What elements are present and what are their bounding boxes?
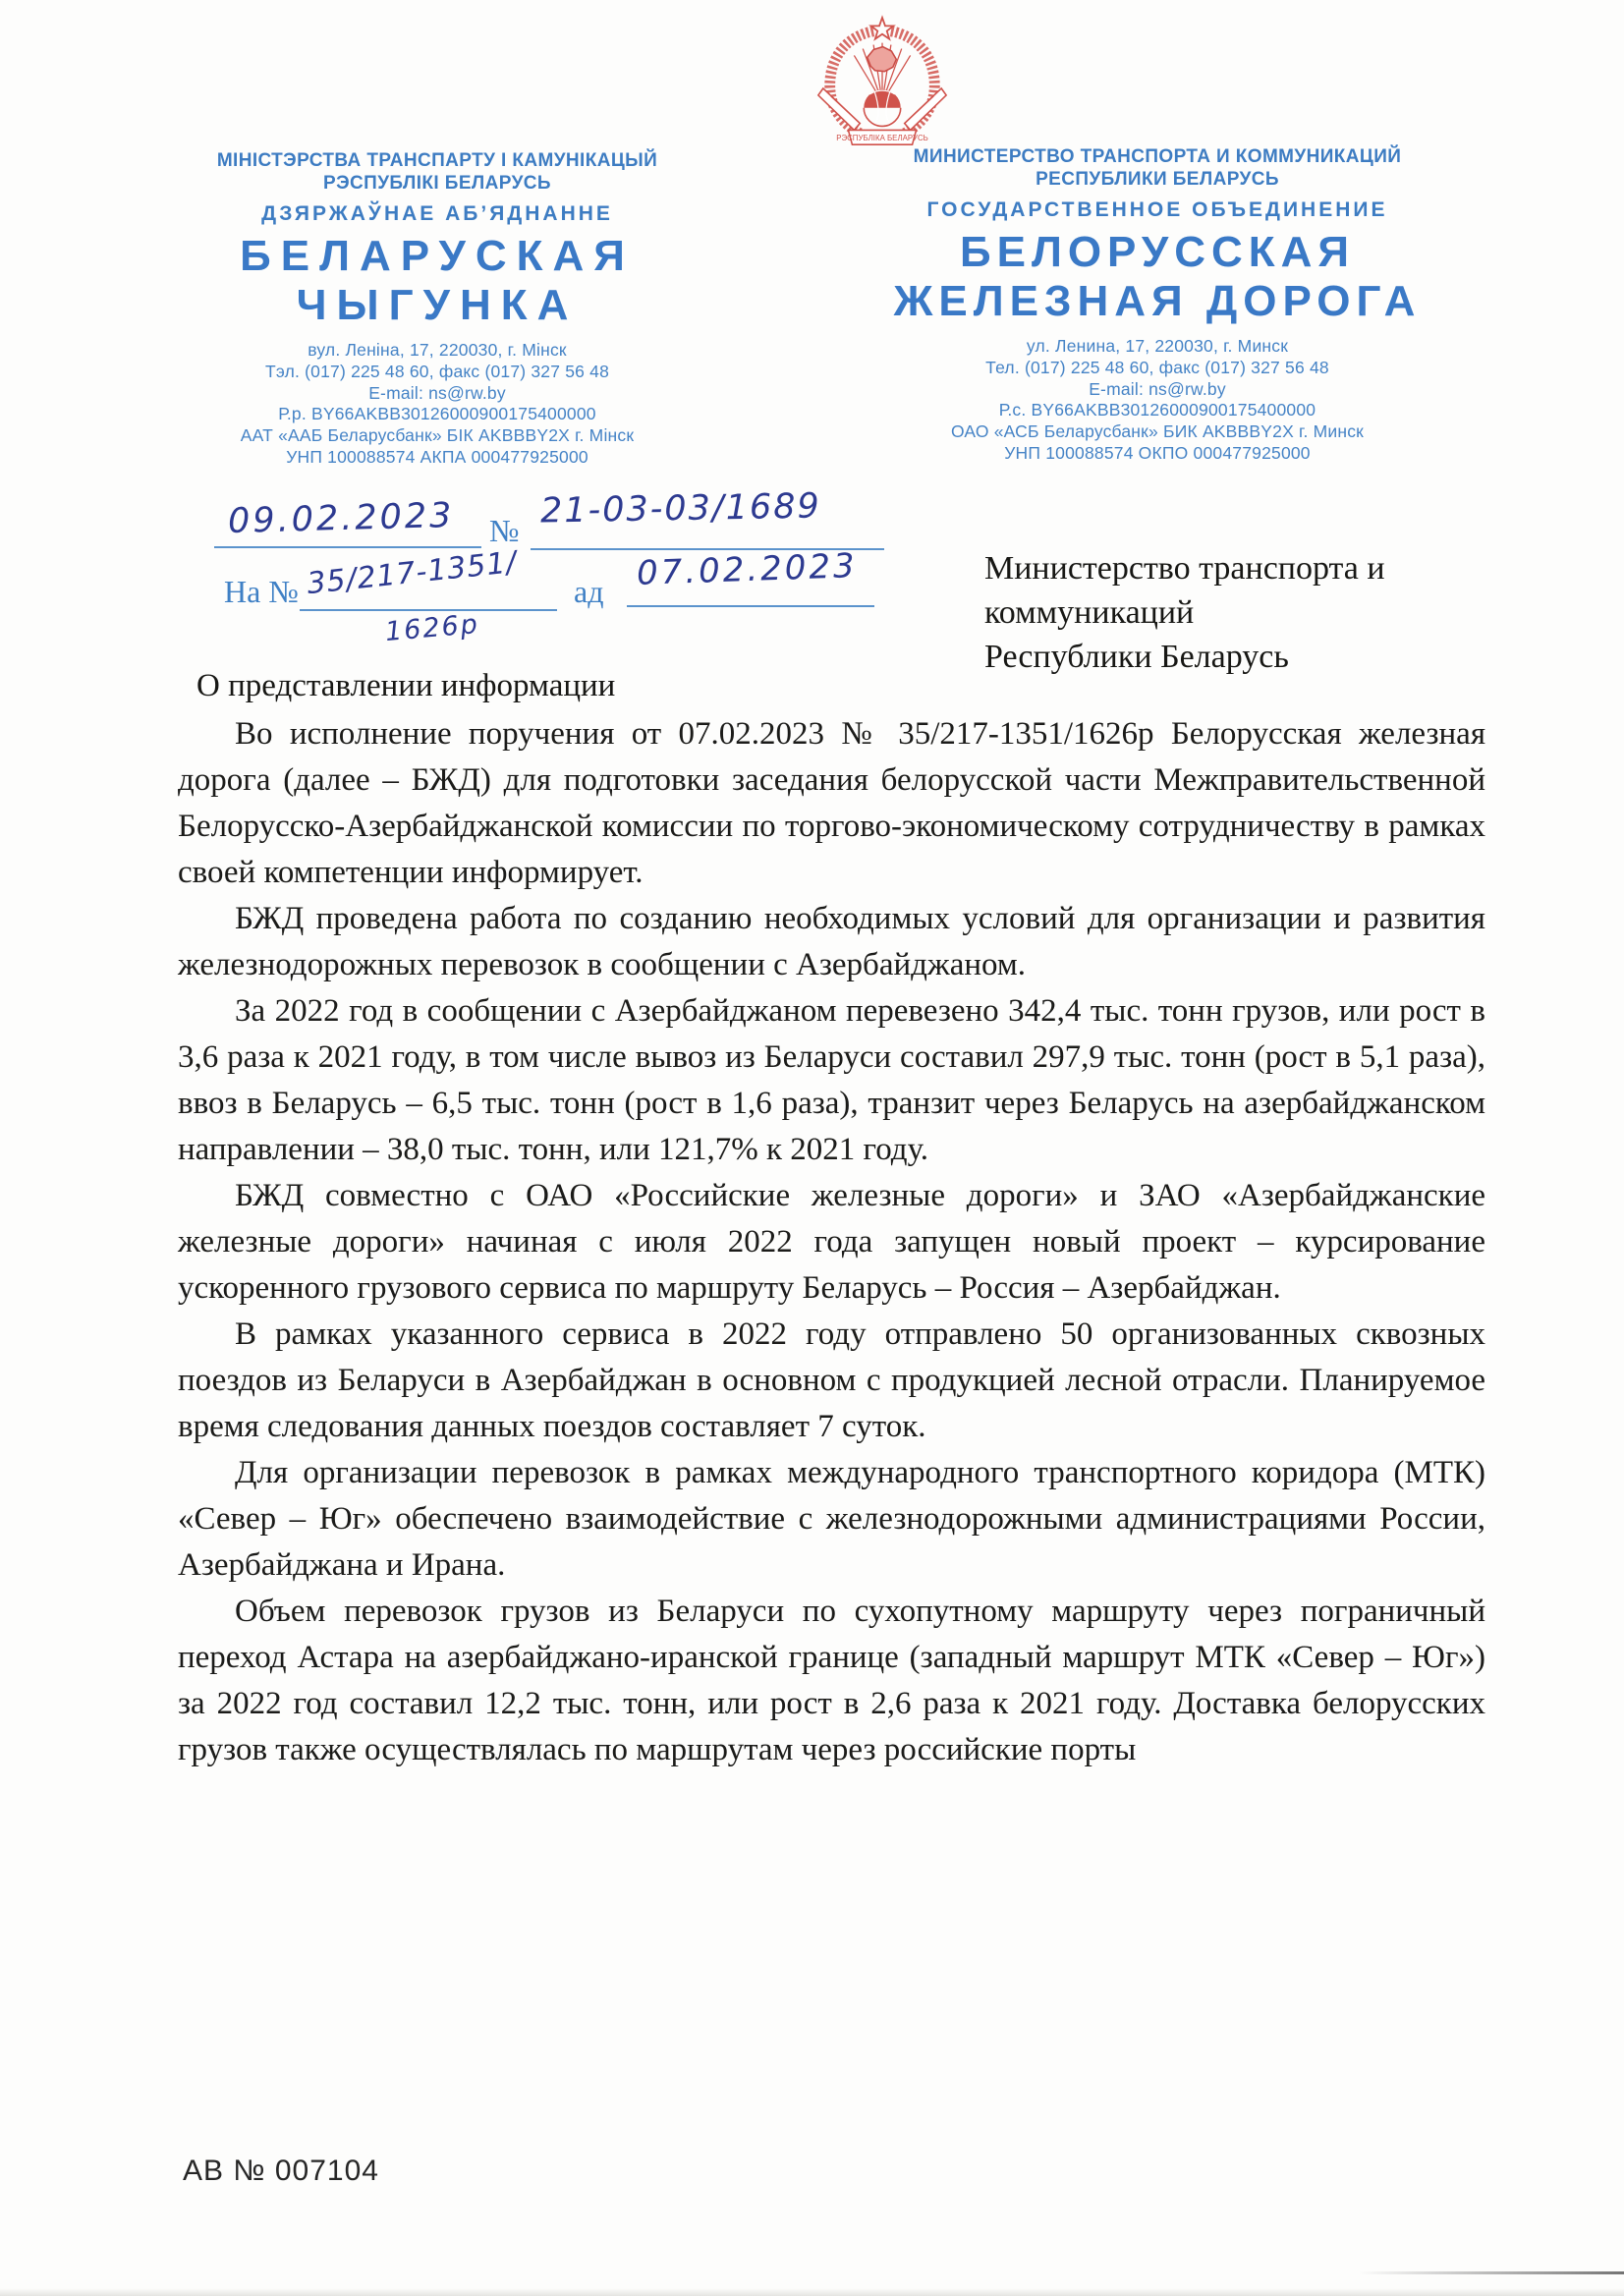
ministry-name-by bbox=[147, 149, 727, 195]
association-type-by: ДЗЯРЖАЎНАЕ АБ’ЯДНАННЕ bbox=[261, 202, 613, 225]
association-type-ru: ГОСУДАРСТВЕННОЕ ОБЪЕДИНЕНИЕ bbox=[926, 198, 1388, 221]
contact-line: УНП 100088574 АКПА 000477925000 bbox=[286, 446, 588, 467]
contact-line: вул. Леніна, 17, 220030, г. Мінск bbox=[308, 340, 567, 360]
org-name-line: БЕЛАРУСКАЯ bbox=[240, 232, 635, 280]
form-number: АВ № 007104 bbox=[183, 2155, 379, 2187]
contact-line: ул. Ленина, 17, 220030, г. Минск bbox=[1026, 336, 1289, 356]
contact-line: ОАО «АСБ Беларусбанк» БИК AKBBBY2X г. Минск bbox=[950, 421, 1365, 442]
handwritten-outgoing-number: 21-03-03/1689 bbox=[539, 486, 822, 532]
letter-body bbox=[178, 711, 1485, 1773]
handwritten-incoming-number-continued: 1626р bbox=[383, 608, 481, 648]
contact-line: E-mail: ns@rw.by bbox=[1089, 378, 1226, 399]
org-name-line: БЕЛОРУССКАЯ bbox=[959, 228, 1355, 276]
contact-details-by bbox=[147, 340, 727, 469]
ministry-line: МІНІСТЭРСТВА ТРАНСПАРТУ І КАМУНІКАЦЫЙ bbox=[216, 150, 658, 171]
body-paragraph: В рамках указанного сервиса в 2022 году отправлено 50 организованных сквозных поездов из Беларуси в Азербайджан в основном с продукцией лесной отрасли. Планируемое время следования данных поездов составляет 7 суток. bbox=[178, 1316, 1485, 1444]
contact-line: Р.с. BY66AKBB30126000900175400000 bbox=[998, 400, 1316, 420]
handwritten-outgoing-date: 09.02.2023 bbox=[227, 495, 455, 542]
org-name-line: ЧЫГУНКА bbox=[296, 281, 579, 329]
org-name-line: ЖЕЛЕЗНАЯ ДОРОГА bbox=[893, 277, 1422, 325]
organization-name-by bbox=[147, 232, 727, 330]
contact-line: Тел. (017) 225 48 60, факс (017) 327 56 48 bbox=[985, 357, 1329, 377]
incoming-number-label: На № bbox=[224, 574, 299, 609]
contact-line: Тэл. (017) 225 48 60, факс (017) 327 56 48 bbox=[264, 361, 610, 381]
body-paragraph: За 2022 год в сообщении с Азербайджаном перевезено 342,4 тыс. тонн грузов, или рост в 3,6 раза к 2021 году, в том числе вывоз из Беларуси составил 297,9 тыс. тонн (рост в 5,1 раза), ввоз в Беларусь – 6,5 тыс. тонн (рост в 1,6 раза), транзит через Беларусь на азербайджанском направлении – 38,0 тыс. тонн, или 121,7% к 2021 году. bbox=[178, 993, 1485, 1167]
body-paragraph: БЖД совместно с ОАО «Российские железные дороги» и ЗАО «Азербайджанские железные дороги» начиная с июля 2022 года запущен новый проект – курсирование ускоренного грузового сервиса по маршруту Беларусь – Россия – Азербайджан. bbox=[178, 1178, 1485, 1306]
scan-bottom-shadow bbox=[0, 2288, 1624, 2296]
body-paragraph: Объем перевозок грузов из Беларуси по сухопутному маршруту через пограничный переход Астара на азербайджано-иранской границе (западный маршрут МТК «Север – Юг») за 2022 год составил 12,2 тыс. тонн, или рост в 2,6 раза к 2021 году. Доставка белорусских грузов также осуществлялась по маршрутам через российские порты bbox=[178, 1594, 1485, 1767]
letterhead-right bbox=[863, 145, 1452, 465]
contact-details-ru bbox=[863, 336, 1452, 465]
emblem-star bbox=[871, 18, 894, 39]
letterhead-left bbox=[147, 149, 727, 469]
contact-line: УНП 100088574 ОКПО 000477925000 bbox=[1004, 442, 1311, 463]
coat-of-arms-belarus-icon bbox=[810, 14, 955, 161]
addressee-line: Министерство транспорта и bbox=[984, 550, 1385, 587]
number-sign-label: № bbox=[489, 513, 520, 548]
contact-line: ААТ «ААБ Беларусбанк» БІК AKBBBY2X г. Мінск bbox=[240, 425, 635, 446]
body-paragraph: БЖД проведена работа по созданию необходимых условий для организации и развития железнодорожных перевозок в сообщении с Азербайджаном. bbox=[178, 901, 1485, 982]
handwritten-incoming-number: 35/217-1351/ bbox=[305, 544, 520, 602]
contact-line: Р.р. BY66AKBB30126000900175400000 bbox=[278, 404, 596, 424]
organization-name-ru bbox=[863, 228, 1452, 326]
emblem-ribbon-text: РЭСПУБЛІКА БЕЛАРУСЬ bbox=[836, 133, 928, 142]
subject-line: О представлении информации bbox=[196, 668, 616, 703]
ministry-name-ru bbox=[863, 145, 1452, 191]
ministry-line: МИНИСТЕРСТВО ТРАНСПОРТА И КОММУНИКАЦИЙ bbox=[913, 146, 1402, 167]
addressee-block bbox=[984, 546, 1515, 679]
contact-line: E-mail: ns@rw.by bbox=[368, 382, 506, 403]
body-paragraph: Во исполнение поручения от 07.02.2023 № 35/217-1351/1626р Белорусская железная дорога (далее – БЖД) для подготовки заседания белорусской части Межправительственной Белорусско-Азербайджанской комиссии по торгово-экономическому сотрудничеству в рамках своей компетенции информирует. bbox=[178, 716, 1485, 890]
handwritten-incoming-date: 07.02.2023 bbox=[636, 546, 859, 593]
scan-edge-line bbox=[1359, 2271, 1624, 2274]
addressee-line: Республики Беларусь bbox=[984, 639, 1289, 675]
addressee-line: коммуникаций bbox=[984, 594, 1195, 631]
body-paragraph: Для организации перевозок в рамках международного транспортного коридора (МТК) «Север – Юг» обеспечено взаимодействие с железнодорожными администрациями России, Азербайджана и Ирана. bbox=[178, 1455, 1485, 1583]
ministry-line: РЕСПУБЛИКИ БЕЛАРУСЬ bbox=[1036, 169, 1279, 190]
ministry-line: РЭСПУБЛІКІ БЕЛАРУСЬ bbox=[323, 173, 551, 194]
incoming-date-label: ад bbox=[574, 574, 604, 609]
